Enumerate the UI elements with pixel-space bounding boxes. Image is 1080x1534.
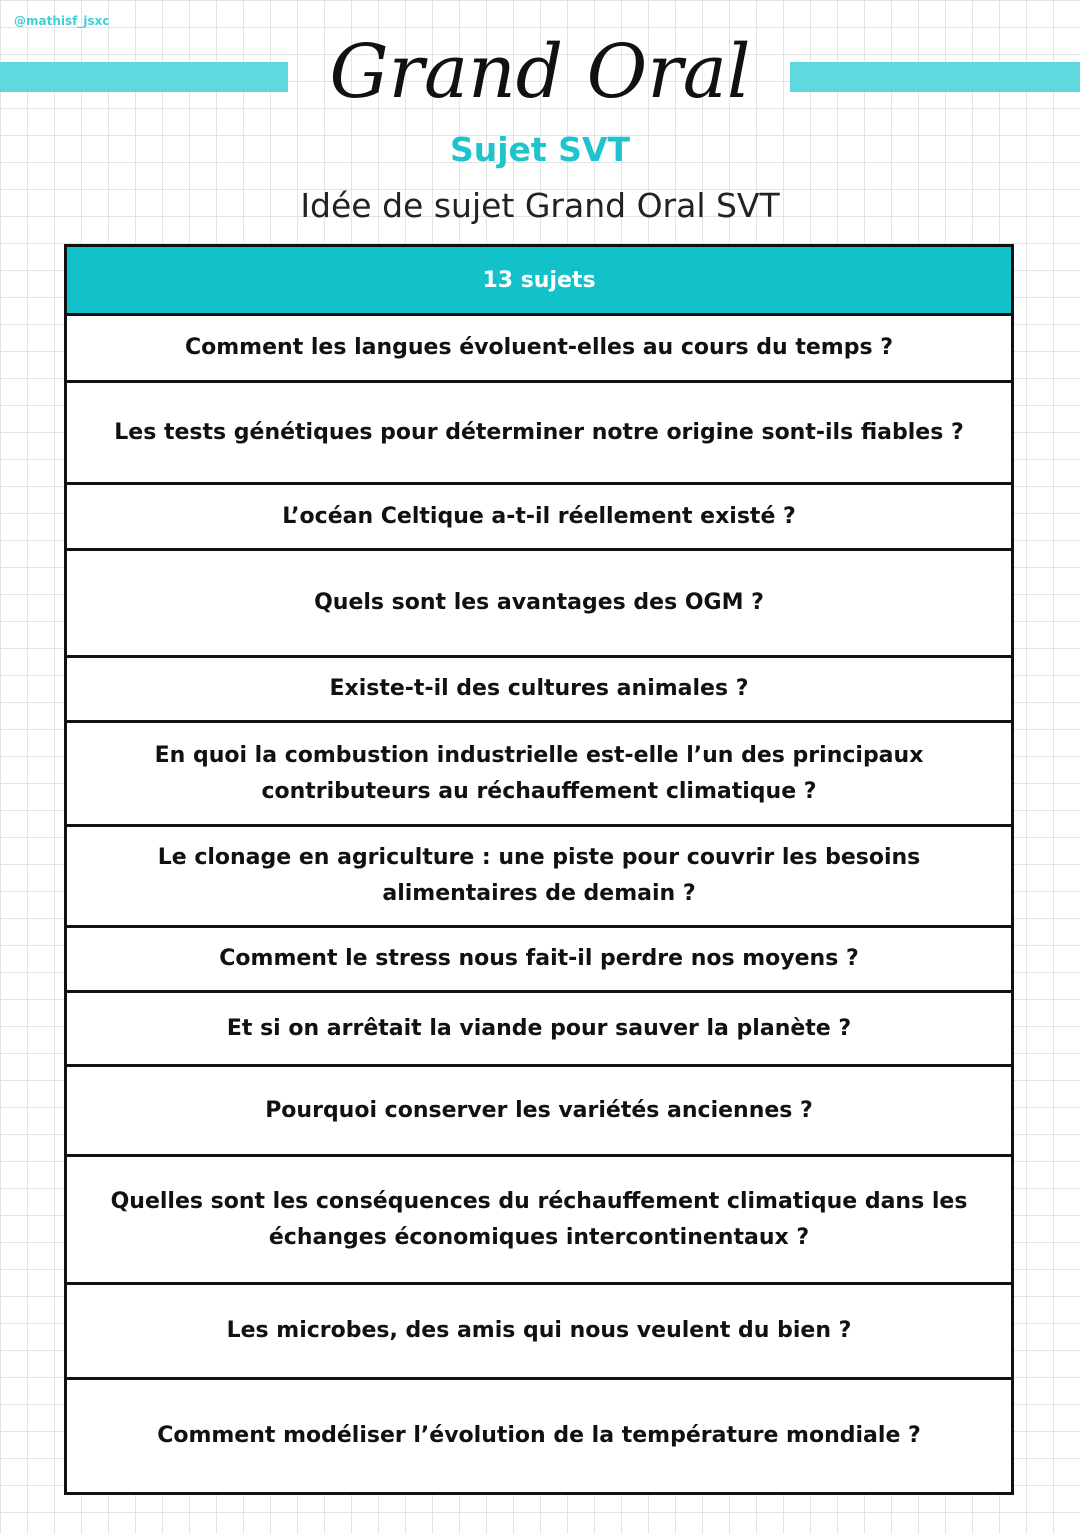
table-row — [67, 1380, 1011, 1492]
table-row — [67, 658, 1011, 723]
topic-text: Et si on arrêtait la viande pour sauver la planète ? — [226, 1015, 852, 1041]
page-title: Grand Oral — [329, 29, 751, 115]
topic-text: Comment le stress nous fait-il perdre nos moyens ? — [219, 946, 859, 971]
topic-text: En quoi la combustion industrielle est-elle l’un des principaux contributeurs au réchauffement climatique ? — [154, 742, 924, 804]
topic-text: Comment modéliser l’évolution de la température mondiale ? — [157, 1423, 921, 1448]
topic-text: Comment les langues évoluent-elles au cours du temps ? — [185, 335, 893, 360]
table-row — [67, 723, 1011, 827]
table-row — [67, 485, 1011, 551]
table-row — [67, 551, 1011, 658]
page-subheading: Idée de sujet Grand Oral SVT — [300, 186, 780, 225]
topics-table — [64, 244, 1014, 1495]
table-row — [67, 1067, 1011, 1157]
topic-text: Les microbes, des amis qui nous veulent du bien ? — [226, 1318, 852, 1343]
table-row — [67, 993, 1011, 1067]
watermark: @mathisf_jsxc — [14, 14, 110, 28]
topic-text: L’océan Celtique a-t-il réellement existé ? — [282, 503, 796, 529]
topic-text: Quelles sont les conséquences du réchauffement climatique dans les échanges économiques intercontinentaux ? — [110, 1188, 968, 1250]
topic-text: Pourquoi conserver les variétés anciennes ? — [265, 1097, 813, 1123]
table-header: 13 sujets — [67, 247, 1011, 316]
topic-text: Quels sont les avantages des OGM ? — [314, 590, 764, 615]
table-row — [67, 827, 1011, 928]
table-row — [67, 316, 1011, 383]
page-subtitle: Sujet SVT — [449, 130, 631, 169]
topic-text: Le clonage en agriculture : une piste pour couvrir les besoins alimentaires de demain ? — [157, 845, 921, 906]
topic-text: Existe-t-il des cultures animales ? — [329, 676, 749, 701]
table-row — [67, 383, 1011, 485]
table-row — [67, 928, 1011, 993]
topic-text: Les tests génétiques pour déterminer notre origine sont-ils fiables ? — [114, 419, 964, 445]
table-row — [67, 1285, 1011, 1380]
table-row — [67, 1157, 1011, 1285]
